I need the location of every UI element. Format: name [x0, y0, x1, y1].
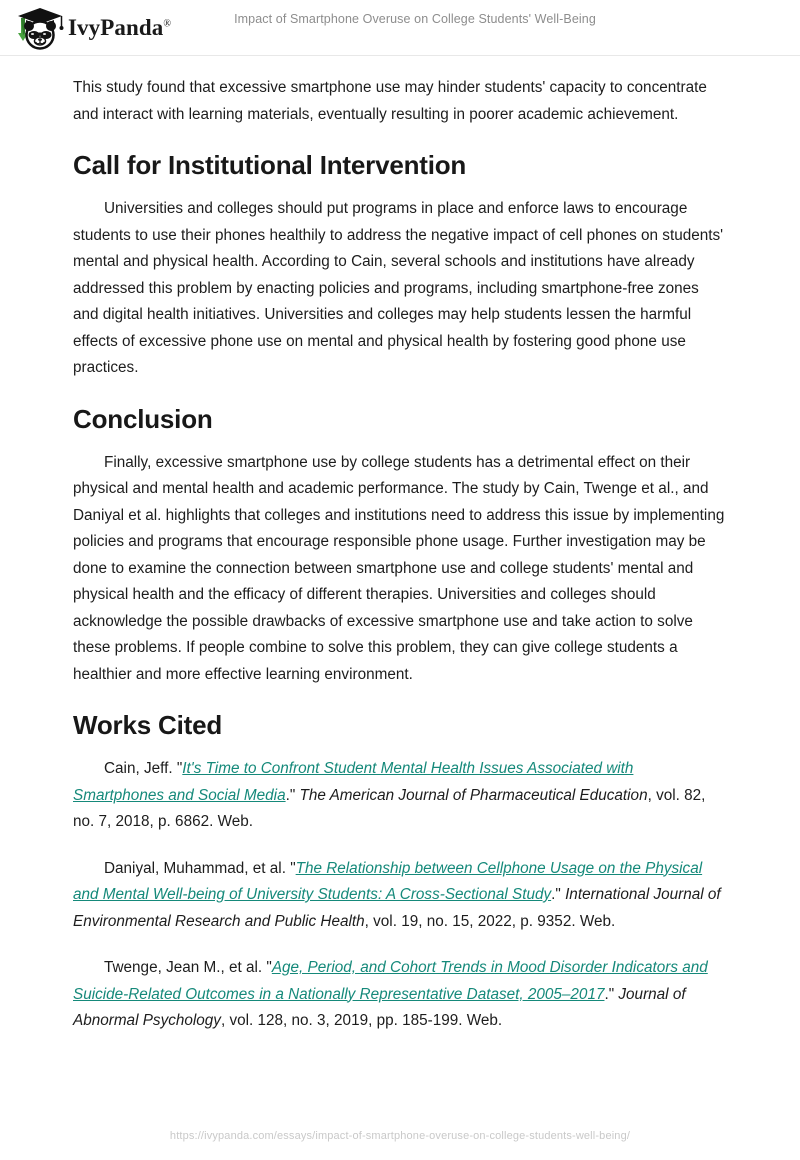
- citation-entry: [73, 756, 727, 836]
- citation-after-title: .": [551, 886, 566, 903]
- citation-title-link[interactable]: The Relationship between Cellphone Usage on the Physical and Mental Well-being of University Students: A Cross-Sectional Study: [73, 859, 703, 903]
- citation-author: Daniyal, Muhammad, et al. ": [104, 859, 296, 877]
- citation-title-link[interactable]: Age, Period, and Cohort Trends in Mood Disorder Indicators and Suicide-Related Outcomes in a Nationally Representative Dataset, 2005–2017: [73, 959, 708, 1003]
- citation-title-link[interactable]: It's Time to Confront Student Mental Health Issues Associated with Smartphones and Social Media: [73, 760, 634, 804]
- section-paragraph-call-for-institutional-intervention: Universities and colleges should put programs in place and enforce laws to encourage students to use their phones healthily to address the negative impact of cell phones on students' mental and physical health. According to Cain, several schools and institutions have already addressed this problem by enacting policies and programs, including smartphone-free zones and digital health initiatives. Universities and colleges may help students lessen the harmful effects of excessive phone use on mental and physical health by fostering good phone use practices.: [73, 200, 724, 376]
- citation-author: Cain, Jeff. ": [104, 760, 183, 777]
- document-content: [0, 75, 800, 1035]
- citation-entry: [73, 955, 727, 1035]
- citation-journal: Journal of Abnormal Psychology: [73, 985, 686, 1029]
- brand-name: IvyPanda®: [68, 15, 172, 40]
- page-header: [0, 0, 800, 56]
- citation-entry: [73, 856, 727, 936]
- registered-mark: ®: [163, 18, 172, 30]
- citation-after-title: .": [285, 786, 300, 804]
- citation-tail: , vol. 128, no. 3, 2019, pp. 185-199. Web.: [220, 1012, 503, 1029]
- intro-paragraph: This study found that excessive smartphone use may hinder students' capacity to concentrate and interact with learning materials, eventually resulting in poorer academic achievement.: [73, 79, 707, 123]
- section-heading-conclusion: Conclusion: [73, 403, 213, 434]
- citation-journal: The American Journal of Pharmaceutical Education: [299, 786, 648, 804]
- footer-source-url[interactable]: https://ivypanda.com/essays/impact-of-smartphone-overuse-on-college-students-well-being/: [169, 1130, 631, 1142]
- section-heading-call-for-institutional-intervention: Call for Institutional Intervention: [73, 150, 467, 180]
- citation-tail: , vol. 19, no. 15, 2022, p. 9352. Web.: [364, 912, 616, 930]
- section-paragraph-conclusion: Finally, excessive smartphone use by college students has a detrimental effect on their physical and mental health and academic performance. The study by Cain, Twenge et al., and Daniyal et al. highlights that colleges and institutions need to address this issue by implementing policies and programs that encourage responsible phone usage. Further investigation may be done to examine the connection between smartphone use and college students' mental and physical health and the efficacy of different therapies. Universities and colleges should acknowledge the possible drawbacks of excessive smartphone use and take action to solve these problems. If people combine to solve this problem, they can give college students a healthier and more effective learning environment.: [73, 453, 725, 683]
- citation-author: Twenge, Jean M., et al. ": [104, 959, 272, 976]
- citation-tail: , vol. 82, no. 7, 2018, p. 6862. Web.: [73, 786, 706, 830]
- citation-after-title: .": [604, 985, 619, 1003]
- citation-journal: International Journal of Environmental Research and Public Health: [73, 886, 721, 930]
- document-title-header: Impact of Smartphone Overuse on College Students' Well-Being: [234, 12, 596, 26]
- section-heading-works-cited: Works Cited: [73, 710, 223, 740]
